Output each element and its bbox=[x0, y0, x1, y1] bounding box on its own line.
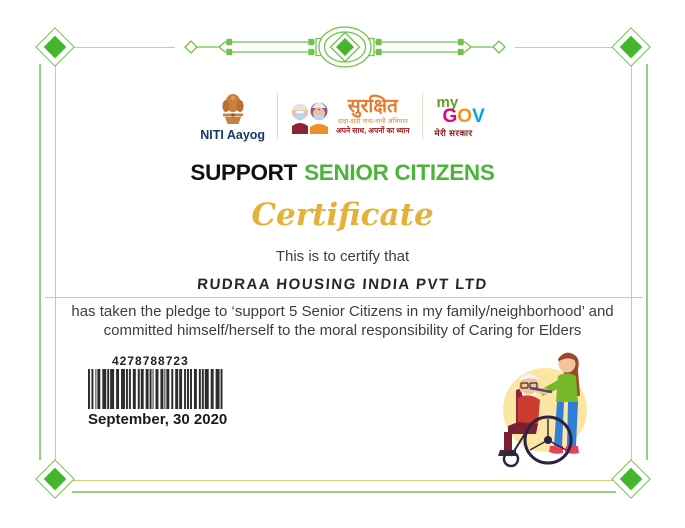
surakshit-tagline: अपने साथ, अपनों का ध्यान bbox=[336, 126, 410, 136]
ashoka-emblem-icon bbox=[218, 90, 248, 126]
logo-mygov bbox=[435, 95, 485, 138]
green-border-line-bottom bbox=[72, 491, 616, 493]
certificate-script-title: Certificate bbox=[251, 197, 434, 233]
certificate-title bbox=[0, 160, 685, 186]
mygov-my: my bbox=[436, 93, 459, 111]
name-underline bbox=[45, 297, 643, 298]
certify-text: This is to certify that bbox=[275, 248, 410, 265]
surakshit-text bbox=[336, 97, 409, 136]
mygov-gov bbox=[443, 107, 485, 126]
logo-divider bbox=[422, 93, 423, 139]
logo-niti-aayog bbox=[200, 90, 265, 142]
pledge-text bbox=[0, 303, 685, 340]
top-center-ornament-icon bbox=[175, 25, 515, 69]
pledge-line-2: committed himself/herself to the moral responsibility of Caring for Elders bbox=[103, 321, 582, 339]
certificate-date: September, 30 2020 bbox=[88, 411, 228, 428]
mygov-letter-o: O bbox=[457, 105, 473, 127]
surakshit-subtitle: दादा-दादी नाना-नानी अभियान bbox=[337, 117, 408, 125]
niti-aayog-label: NITI Aayog bbox=[200, 128, 266, 142]
mygov-tagline: मेरी सरकार bbox=[434, 127, 473, 138]
pledge-line-1: has taken the pledge to ‘support 5 Senior Citizens in my family/neighborhood’ and bbox=[71, 303, 614, 320]
elderly-couple-icon bbox=[290, 98, 332, 134]
barcode-svg bbox=[88, 369, 224, 409]
logo-surakshit bbox=[290, 97, 409, 136]
header-logos bbox=[0, 90, 685, 142]
logo-divider bbox=[277, 93, 278, 139]
surakshit-title: सुरक्षित bbox=[347, 95, 398, 117]
barcode-number: 4278788723 bbox=[112, 354, 189, 368]
title-senior-citizens: SENIOR CITIZENS bbox=[304, 160, 495, 185]
title-support: SUPPORT bbox=[190, 160, 298, 185]
recipient-name: RUDRAA HOUSING INDIA PVT LTD bbox=[196, 276, 489, 293]
caregiver-wheelchair-illustration bbox=[486, 344, 608, 474]
mygov-letter-g: G bbox=[442, 105, 458, 127]
mygov-letter-v: V bbox=[472, 105, 485, 127]
